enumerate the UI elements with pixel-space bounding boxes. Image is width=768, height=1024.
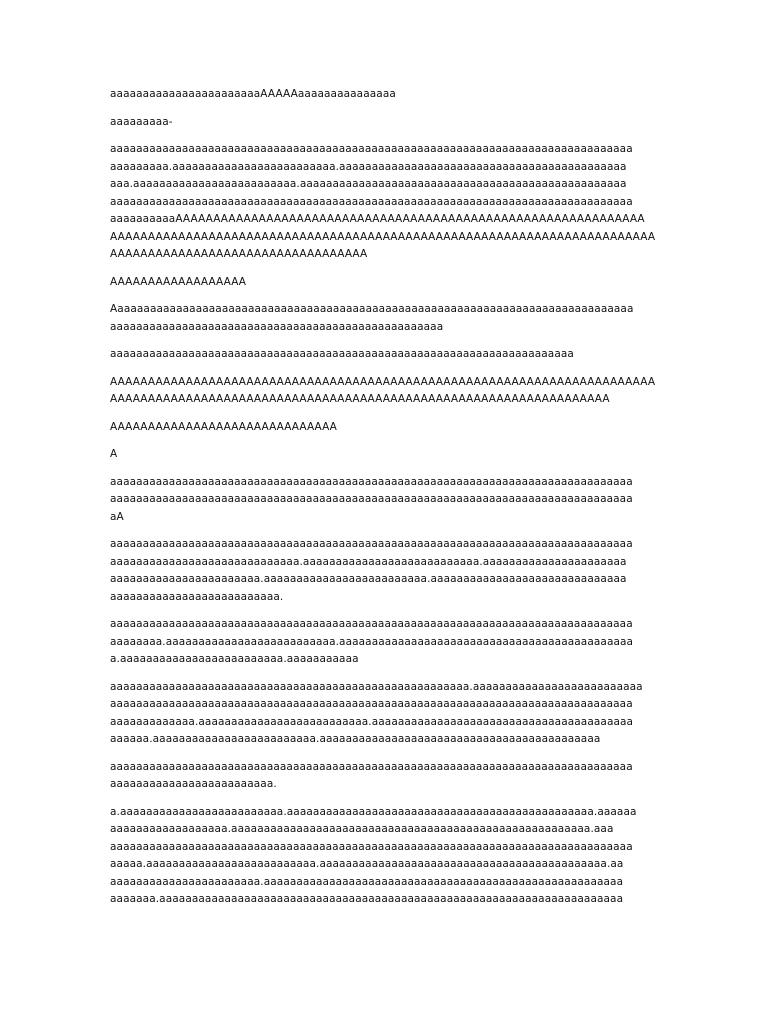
paragraph-5: AAAAAAAAAAAAAAAAAAAAAAAAAAAAAAAAAAAAAAAAAAAAAAAAAAAAAAAAAAAAAAAAAAAAAAAA AAAAAAAAAAAAAAAAAAAAAAAAAAAAAAAAAAAAAAAAAAAAAAAAAAAAAAAAAAAAAAAAAA	[110, 375, 656, 405]
paragraph-13: a.aaaaaaaaaaaaaaaaaaaaaaaaa.aaaaaaaaaaaaaaaaaaaaaaaaaaaaaaaaaaaaaaaaaaaaaaa.aaaaaa aaaaaaaaaaaaaaaaaa.aaaaaaaaaaaaaaaaaaaaaaaaaaaaaaaaaaaaaaaaaaaaaaaaaaaaaaa.aaa aaaaaaaaaaaaaaaaaaaaaaaaaaaaaaaaaaaaaaaaaaaaaaaaaaaaaaaaaaaaaaaaaaaaaaaaaaaaaaaa aaaaa.aaaaaaaaaaaaaaaaaaaaaaaaaa.aaaaaaaaaaaaaaaaaaaaaaaaaaaaaaaaaaaaaaaaaaaa.aa aaaaaaaaaaaaaaaaaaaaaaa.aaaaaaaaaaaaaaaaaaaaaaaaaaaaaaaaaaaaaaaaaaaaaaaaaaaaaaa aaaaaaa.aaaaaaaaaaaaaaaaaaaaaaaaaaaaaaaaaaaaaaaaaaaaaaaaaaaaaaaaaaaaaaaaaaaaaaa	[110, 805, 637, 905]
paragraph-4: aaaaaaaaaaaaaaaaaaaaaaaaaaaaaaaaaaaaaaaaaaaaaaaaaaaaaaaaaaaaaaaaaaaaaaa	[110, 348, 574, 360]
paragraph-7: A	[110, 448, 118, 460]
paragraph-3: Aaaaaaaaaaaaaaaaaaaaaaaaaaaaaaaaaaaaaaaaaaaaaaaaaaaaaaaaaaaaaaaaaaaaaaaaaaaaaaaa aaaaaaaaaaaaaaaaaaaaaaaaaaaaaaaaaaaaaaaaaaaaaaaaaaa	[110, 303, 634, 333]
paragraph-1: aaaaaaaaaaaaaaaaaaaaaaaaaaaaaaaaaaaaaaaaaaaaaaaaaaaaaaaaaaaaaaaaaaaaaaaaaaaaaaaa aaaaaaaaa.aaaaaaaaaaaaaaaaaaaaaaaaa.aaaaaaaaaaaaaaaaaaaaaaaaaaaaaaaaaaaaaaaaaaaa aaa.aaaaaaaaaaaaaaaaaaaaaaaaa.aaaaaaaaaaaaaaaaaaaaaaaaaaaaaaaaaaaaaaaaaaaaaaaaaa aaaaaaaaaaaaaaaaaaaaaaaaaaaaaaaaaaaaaaaaaaaaaaaaaaaaaaaaaaaaaaaaaaaaaaaaaaaaaaaa aaaaaaaaaaAAAAAAAAAAAAAAAAAAAAAAAAAAAAAAAAAAAAAAAAAAAAAAAAAAAAAAAAAAAAAA AAAAAAAAAAAAAAAAAAAAAAAAAAAAAAAAAAAAAAAAAAAAAAAAAAAAAAAAAAAAAAAAAAAAAAAA AAAAAAAAAAAAAAAAAAAAAAAAAAAAAAAAAA	[110, 143, 656, 260]
paragraph-12: aaaaaaaaaaaaaaaaaaaaaaaaaaaaaaaaaaaaaaaaaaaaaaaaaaaaaaaaaaaaaaaaaaaaaaaaaaaaaaaa aaaaaaaaaaaaaaaaaaaaaaaaa.	[110, 760, 633, 790]
paragraph-9: aaaaaaaaaaaaaaaaaaaaaaaaaaaaaaaaaaaaaaaaaaaaaaaaaaaaaaaaaaaaaaaaaaaaaaaaaaaaaaaa aaaaaaaaaaaaaaaaaaaaaaaaaaaaa.aaaaaaaaaaaaaaaaaaaaaaaaaaa.aaaaaaaaaaaaaaaaaaaaaa aaaaaaaaaaaaaaaaaaaaaaa.aaaaaaaaaaaaaaaaaaaaaaaaa.aaaaaaaaaaaaaaaaaaaaaaaaaaaaaa aaaaaaaaaaaaaaaaaaaaaaaaaa.	[110, 538, 633, 603]
paragraph-6: AAAAAAAAAAAAAAAAAAAAAAAAAAAAAA	[110, 420, 337, 433]
document-title: aaaaaaaaaaaaaaaaaaaaaaaAAAAAaaaaaaaaaaaaaaa	[110, 88, 396, 100]
paragraph-2: AAAAAAAAAAAAAAAAAA	[110, 275, 247, 288]
paragraph-11: aaaaaaaaaaaaaaaaaaaaaaaaaaaaaaaaaaaaaaaaaaaaaaaaaaaaaaa.aaaaaaaaaaaaaaaaaaaaaaaaaa aaaaaaaaaaaaaaaaaaaaaaaaaaaaaaaaaaaaaaaaaaaaaaaaaaaaaaaaaaaaaaaaaaaaaaaaaaaaaaaa aaaaaaaaaaaaa.aaaaaaaaaaaaaaaaaaaaaaaaaa.aaaaaaaaaaaaaaaaaaaaaaaaaaaaaaaaaaaaaaaa aaaaaa.aaaaaaaaaaaaaaaaaaaaaaaaa.aaaaaaaaaaaaaaaaaaaaaaaaaaaaaaaaaaaaaaaaaaa	[110, 680, 643, 745]
document-subtitle: aaaaaaaaa-	[110, 115, 173, 128]
paragraph-8: aaaaaaaaaaaaaaaaaaaaaaaaaaaaaaaaaaaaaaaaaaaaaaaaaaaaaaaaaaaaaaaaaaaaaaaaaaaaaaaa aaaaaaaaaaaaaaaaaaaaaaaaaaaaaaaaaaaaaaaaaaaaaaaaaaaaaaaaaaaaaaaaaaaaaaaaaaaaaaaa aA	[110, 475, 633, 523]
paragraph-10: aaaaaaaaaaaaaaaaaaaaaaaaaaaaaaaaaaaaaaaaaaaaaaaaaaaaaaaaaaaaaaaaaaaaaaaaaaaaaaaa aaaaaaaa.aaaaaaaaaaaaaaaaaaaaaaaaaa.aaaaaaaaaaaaaaaaaaaaaaaaaaaaaaaaaaaaaaaaaaaaa a.aaaaaaaaaaaaaaaaaaaaaaaaa.aaaaaaaaaaa	[110, 618, 634, 665]
document-body	[110, 86, 658, 919]
